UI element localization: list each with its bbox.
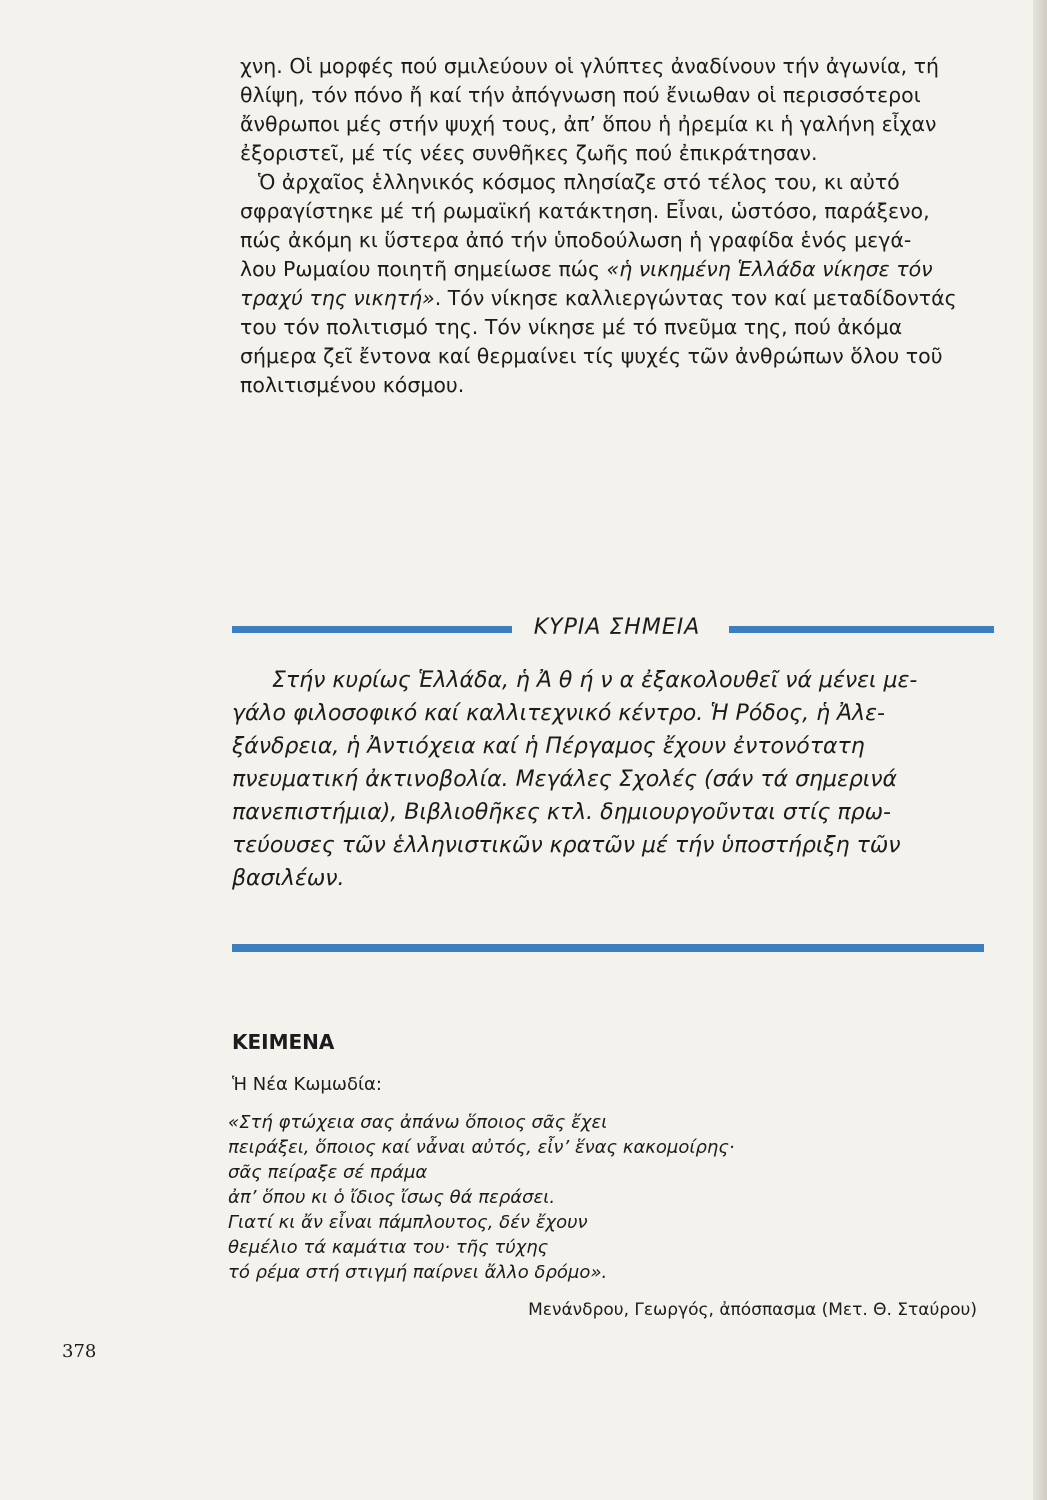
section-divider-rule bbox=[232, 944, 984, 952]
main-points-line: ξάνδρεια, ἡ Ἀντιόχεια καί ἡ Πέργαμος ἔχουν ἐντονότατη bbox=[232, 734, 865, 759]
intro-text: λου Ρωμαίου ποιητῆ σημείωσε πώς bbox=[240, 257, 601, 281]
page-edge-shadow bbox=[1033, 0, 1047, 1500]
main-points-heading: ΚΥΡΙΑ ΣΗΜΕΙΑ bbox=[533, 615, 701, 640]
intro-line: ἄνθρωποι μές στήν ψυχή τους, ἀπ’ ὅπου ἡ ἠρεμία κι ἡ γαλήνη εἶχαν bbox=[240, 112, 937, 136]
intro-line bbox=[240, 255, 1005, 284]
poem-source-citation: Μενάνδρου, Γεωργός, ἀπόσπασμα (Μετ. Θ. Σταύρου) bbox=[528, 1300, 977, 1320]
intro-line: του τόν πολιτισμό της. Τόν νίκησε μέ τό πνεῦμα της, πού ἀκόμα bbox=[240, 315, 903, 339]
main-points-line: βασιλέων. bbox=[232, 866, 345, 891]
main-points-line: γάλο φιλοσοφικό καί καλλιτεχνικό κέντρο. Ἡ Ρόδος, ἡ Ἀλε- bbox=[232, 701, 885, 726]
main-points-heading-rule bbox=[232, 615, 994, 649]
poem-line: ἀπ’ ὅπου κι ὁ ἴδιος ἴσως θά περάσει. bbox=[228, 1187, 556, 1208]
intro-line: θλίψη, τόν πόνο ἤ καί τήν ἀπόγνωση πού ἔνιωθαν οἱ περισσότεροι bbox=[240, 83, 921, 107]
intro-line bbox=[240, 284, 1005, 313]
poem-line: «Στή φτώχεια σας ἀπάνω ὅποιος σᾶς ἔχει bbox=[228, 1112, 608, 1133]
poem-line: πειράξει, ὅποιος καί νἆναι αὐτός, εἶν’ ἕνας κακομοίρης· bbox=[228, 1137, 735, 1158]
poem-excerpt bbox=[228, 1110, 735, 1285]
main-points-line: πνευματική ἀκτινοβολία. Μεγάλες Σχολές (σάν τά σημερινά bbox=[232, 767, 898, 792]
intro-text: . Τόν νίκησε καλλιεργώντας τον καί μεταδίδοντάς bbox=[434, 286, 957, 310]
intro-paragraph bbox=[240, 52, 1005, 400]
main-points-paragraph bbox=[232, 664, 992, 895]
texts-heading: ΚΕΙΜΕΝΑ bbox=[232, 1030, 335, 1054]
intro-line: σήμερα ζεῖ ἔντονα καί θερμαίνει τίς ψυχές τῶν ἀνθρώπων ὅλου τοῦ bbox=[240, 344, 943, 368]
intro-line: πώς ἀκόμη κι ὕστερα ἀπό τήν ὑποδούλωση ἡ γραφίδα ἑνός μεγά- bbox=[240, 228, 912, 252]
heading-rule-left bbox=[232, 626, 512, 633]
poem-line: τό ρέμα στή στιγμή παίρνει ἄλλο δρόμο». bbox=[228, 1262, 608, 1283]
texts-subheading: Ἡ Νέα Κωμωδία: bbox=[232, 1074, 382, 1095]
intro-line: χνη. Οἱ μορφές πού σμιλεύουν οἱ γλύπτες ἀναδίνουν τήν ἀγωνία, τή bbox=[240, 54, 939, 78]
heading-rule-right bbox=[729, 626, 994, 633]
intro-line: πολιτισμένου κόσμου. bbox=[240, 373, 465, 397]
latin-poet-quote: «ἡ νικημένη Ἑλλάδα νίκησε τόν bbox=[606, 257, 933, 281]
main-points-line: Στήν κυρίως Ἑλλάδα, ἡ Ἀ θ ή ν α ἐξακολουθεῖ νά μένει με- bbox=[272, 668, 918, 693]
page-number: 378 bbox=[62, 1341, 97, 1362]
main-points-line: τεύουσες τῶν ἑλληνιστικῶν κρατῶν μέ τήν ὑποστήριξη τῶν bbox=[232, 833, 901, 858]
intro-line: ἐξοριστεῖ, μέ τίς νέες συνθῆκες ζωῆς πού ἐπικράτησαν. bbox=[240, 141, 818, 165]
latin-poet-quote: τραχύ της νικητή» bbox=[240, 286, 435, 310]
intro-line: Ὁ ἀρχαῖος ἑλληνικός κόσμος πλησίαζε στό τέλος του, κι αὐτό bbox=[258, 170, 900, 194]
intro-line: σφραγίστηκε μέ τή ρωμαϊκή κατάκτηση. Εἶναι, ὡστόσο, παράξενο, bbox=[240, 199, 930, 223]
poem-line: Γιατί κι ἄν εἶναι πάμπλουτος, δέν ἔχουν bbox=[228, 1212, 588, 1233]
main-points-line: πανεπιστήμια), Βιβλιοθῆκες κτλ. δημιουργοῦνται στίς πρω- bbox=[232, 800, 891, 825]
poem-line: σᾶς πείραξε σέ πράμα bbox=[228, 1162, 428, 1183]
poem-line: θεμέλιο τά καμάτια του· τῆς τύχης bbox=[228, 1237, 549, 1258]
